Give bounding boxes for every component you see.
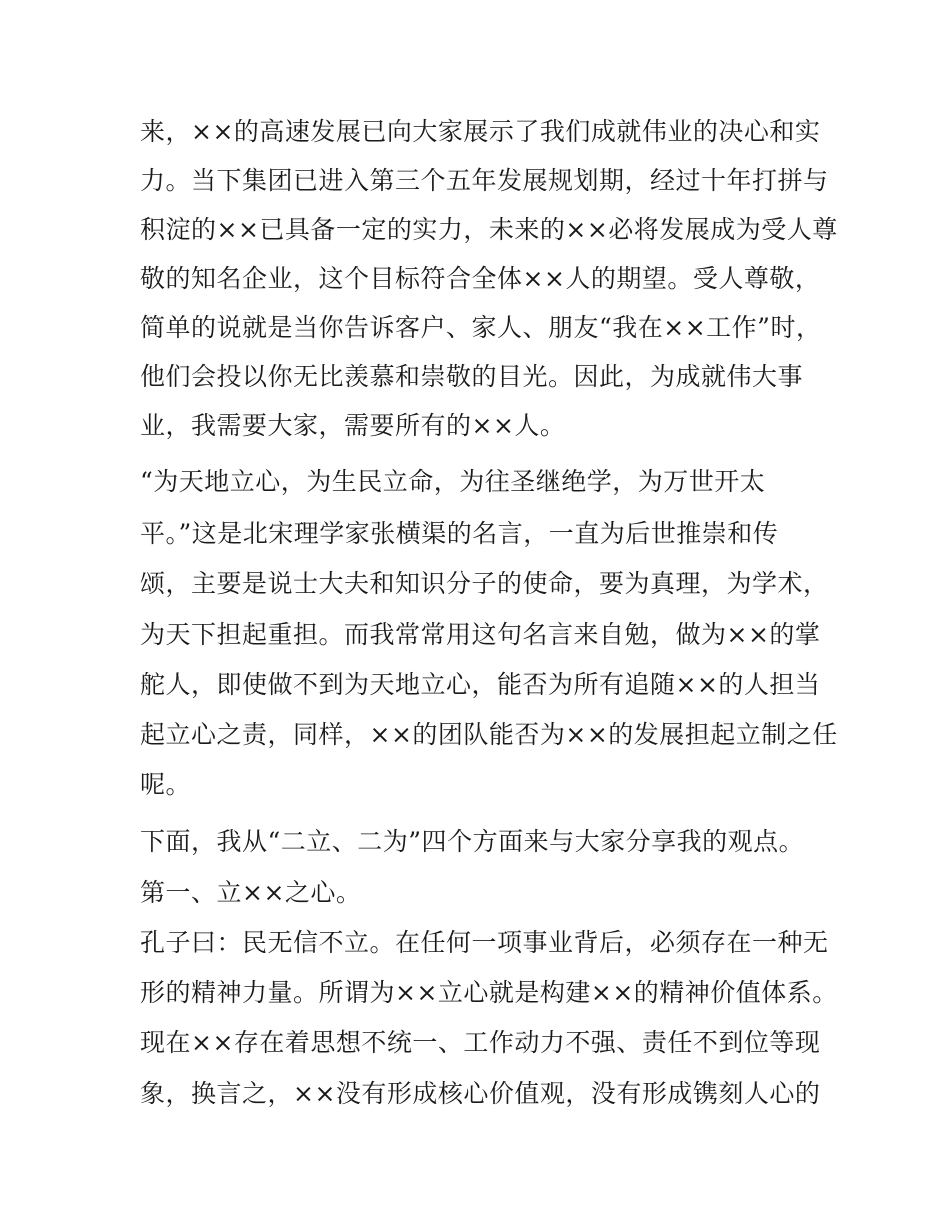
text-line: 来，××的高速发展已向大家展示了我们成就伟业的决心和实 [140,117,821,146]
text-line: 业，我需要大家，需要所有的××人。 [140,411,566,440]
text-line: 孔子曰：民无信不立。在任何一项事业背后，必须存在一种无 [140,928,829,957]
text-line: 敬的知名企业，这个目标符合全体××人的期望。受人尊敬， [140,264,821,293]
text-line: 积淀的××已具备一定的实力，未来的××必将发展成为受人尊 [140,215,838,244]
text-line: 舵人，即使做不到为天地立心，能否为所有追随××的人担当 [140,670,821,699]
text-line: 形的精神力量。所谓为××立心就是构建××的精神价值体系。 [140,978,838,1007]
text-line: 简单的说就是当你告诉客户、家人、朋友“我在××工作”时， [140,313,822,342]
text-line: 为天下担起重担。而我常常用这句名言来自勉，做为××的掌 [140,620,821,649]
text-line: 颂，主要是说士大夫和知识分子的使命，要为真理，为学术， [140,569,829,598]
text-line: 呢。 [140,770,192,799]
text-line: 现在××存在着思想不统一、工作动力不强、责任不到位等现 [140,1028,821,1057]
text-line: 起立心之责，同样，××的团队能否为××的发展担起立制之任 [140,720,838,749]
text-line: 象，换言之，××没有形成核心价值观，没有形成镌刻人心的 [140,1079,821,1108]
text-line: 下面，我从“二立、二为”四个方面来与大家分享我的观点。 [140,827,805,856]
text-line: 力。当下集团已进入第三个五年发展规划期，经过十年打拼与 [140,166,829,195]
text-line: 第一、立××之心。 [140,878,362,907]
text-line: 平。”这是北宋理学家张横渠的名言，一直为后世推崇和传 [140,519,779,548]
text-line: “为天地立心，为生民立命，为往圣继绝学，为万世开太 [140,467,766,496]
text-line: 他们会投以你无比羡慕和崇敬的目光。因此，为成就伟大事 [140,362,804,391]
